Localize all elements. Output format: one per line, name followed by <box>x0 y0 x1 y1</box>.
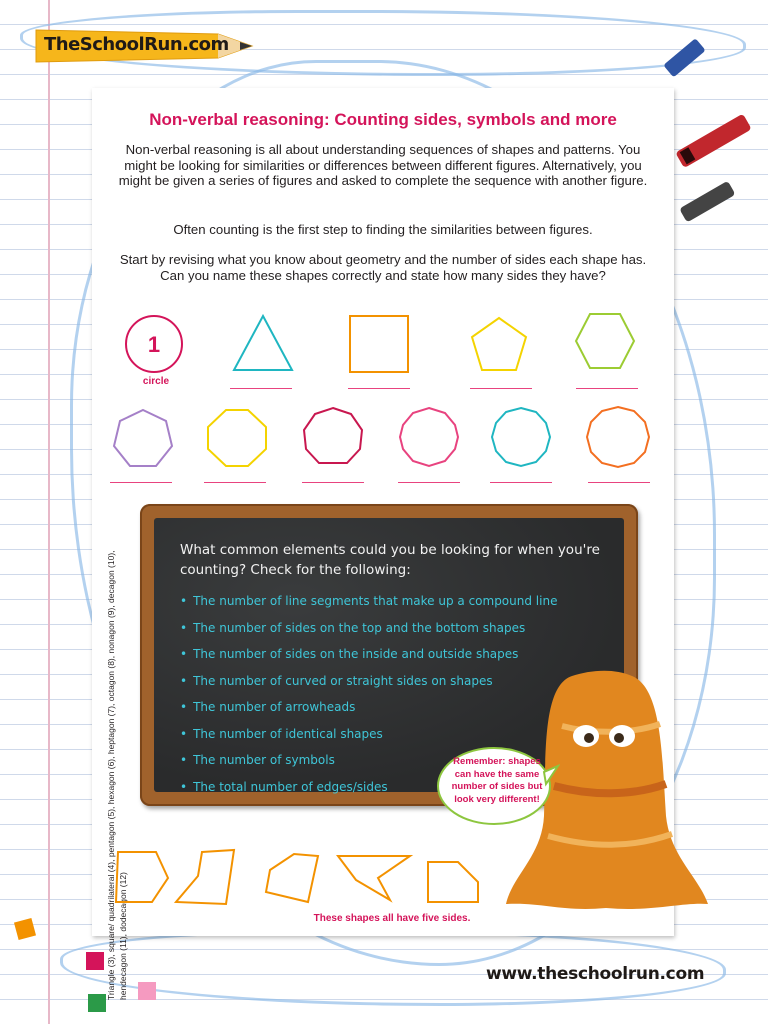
list-item: • The number of arrowheads <box>180 700 557 727</box>
five-sided-shape <box>424 858 482 906</box>
five-sided-shape <box>172 846 242 908</box>
list-item: • The number of curved or straight sides on shapes <box>180 674 557 701</box>
crayon-black-icon <box>672 178 742 228</box>
decorative-square <box>88 994 106 1012</box>
answer-line <box>398 482 460 483</box>
answer-line <box>470 388 532 389</box>
square-shape <box>346 312 412 374</box>
shapes-caption: These shapes all have five sides. <box>313 913 471 924</box>
answer-line <box>302 482 364 483</box>
decorative-square <box>14 918 36 940</box>
example-label: circle <box>142 376 170 387</box>
list-item: • The number of line segments that make up a compound line <box>180 594 557 621</box>
brand-logo[interactable]: TheSchoolRun.com <box>44 34 229 55</box>
list-item: • The number of sides on the inside and outside shapes <box>180 647 557 674</box>
dodecagon-shape <box>584 404 652 470</box>
list-item: • The number of identical shapes <box>180 727 557 754</box>
nonagon-shape <box>300 404 366 470</box>
answer-line <box>348 388 410 389</box>
bubble-text: Remember: shapes can have the same number of sides but look very different! <box>451 756 543 805</box>
crayon-red-icon <box>668 110 758 170</box>
example-number: 1 <box>147 332 161 357</box>
revision-paragraph: Start by revising what you know about geometry and the number of sides each shape has. Can you name these shapes correctly and state how many sides they have? <box>119 252 647 283</box>
counting-paragraph: Often counting is the first step to finding the similarities between figures. <box>173 222 593 237</box>
circle-shape <box>122 314 186 378</box>
heptagon-shape <box>110 406 176 470</box>
website-link[interactable]: www.theschoolrun.com <box>486 964 705 984</box>
list-item: • The number of symbols <box>180 753 557 780</box>
list-item: • The total number of edges/sides <box>180 780 557 807</box>
page-title: Non-verbal reasoning: Counting sides, symbols and more <box>149 110 617 129</box>
octagon-shape <box>204 406 270 470</box>
pentagon-shape <box>468 314 530 374</box>
page-margin-line <box>48 0 50 1024</box>
five-sided-shape <box>334 850 414 906</box>
five-sided-shape <box>260 848 322 908</box>
answer-line <box>204 482 266 483</box>
list-item: • The number of sides on the top and the bottom shapes <box>180 621 557 648</box>
chalkboard-heading: What common elements could you be looking for when you're counting? Check for the following: <box>180 542 600 578</box>
answer-line <box>588 482 650 483</box>
answer-line <box>576 388 638 389</box>
hendecagon-shape <box>488 404 554 470</box>
decorative-square <box>138 982 156 1000</box>
crayon-blue-icon <box>655 30 715 90</box>
answer-line <box>490 482 552 483</box>
intro-paragraph: Non-verbal reasoning is all about understanding sequences of shapes and patterns. You might be looking for similarities or differences between different figures. Alternatively, you might be given a series of figures and asked to complete the sequence with another figure. <box>118 142 648 188</box>
decorative-square <box>86 952 104 970</box>
hexagon-shape <box>572 310 638 372</box>
decagon-shape <box>396 404 462 470</box>
answer-key: Triangle (3), square/ quadrilateral (4), pentagon (5), hexagon (6), heptagon (7), octagon (8), nonagon (9), decagon (10), hendecagon (11), dodecagon (12) <box>106 550 128 1000</box>
answer-line <box>230 388 292 389</box>
five-sided-shape <box>112 848 172 906</box>
triangle-shape <box>230 312 296 374</box>
answer-line <box>110 482 172 483</box>
